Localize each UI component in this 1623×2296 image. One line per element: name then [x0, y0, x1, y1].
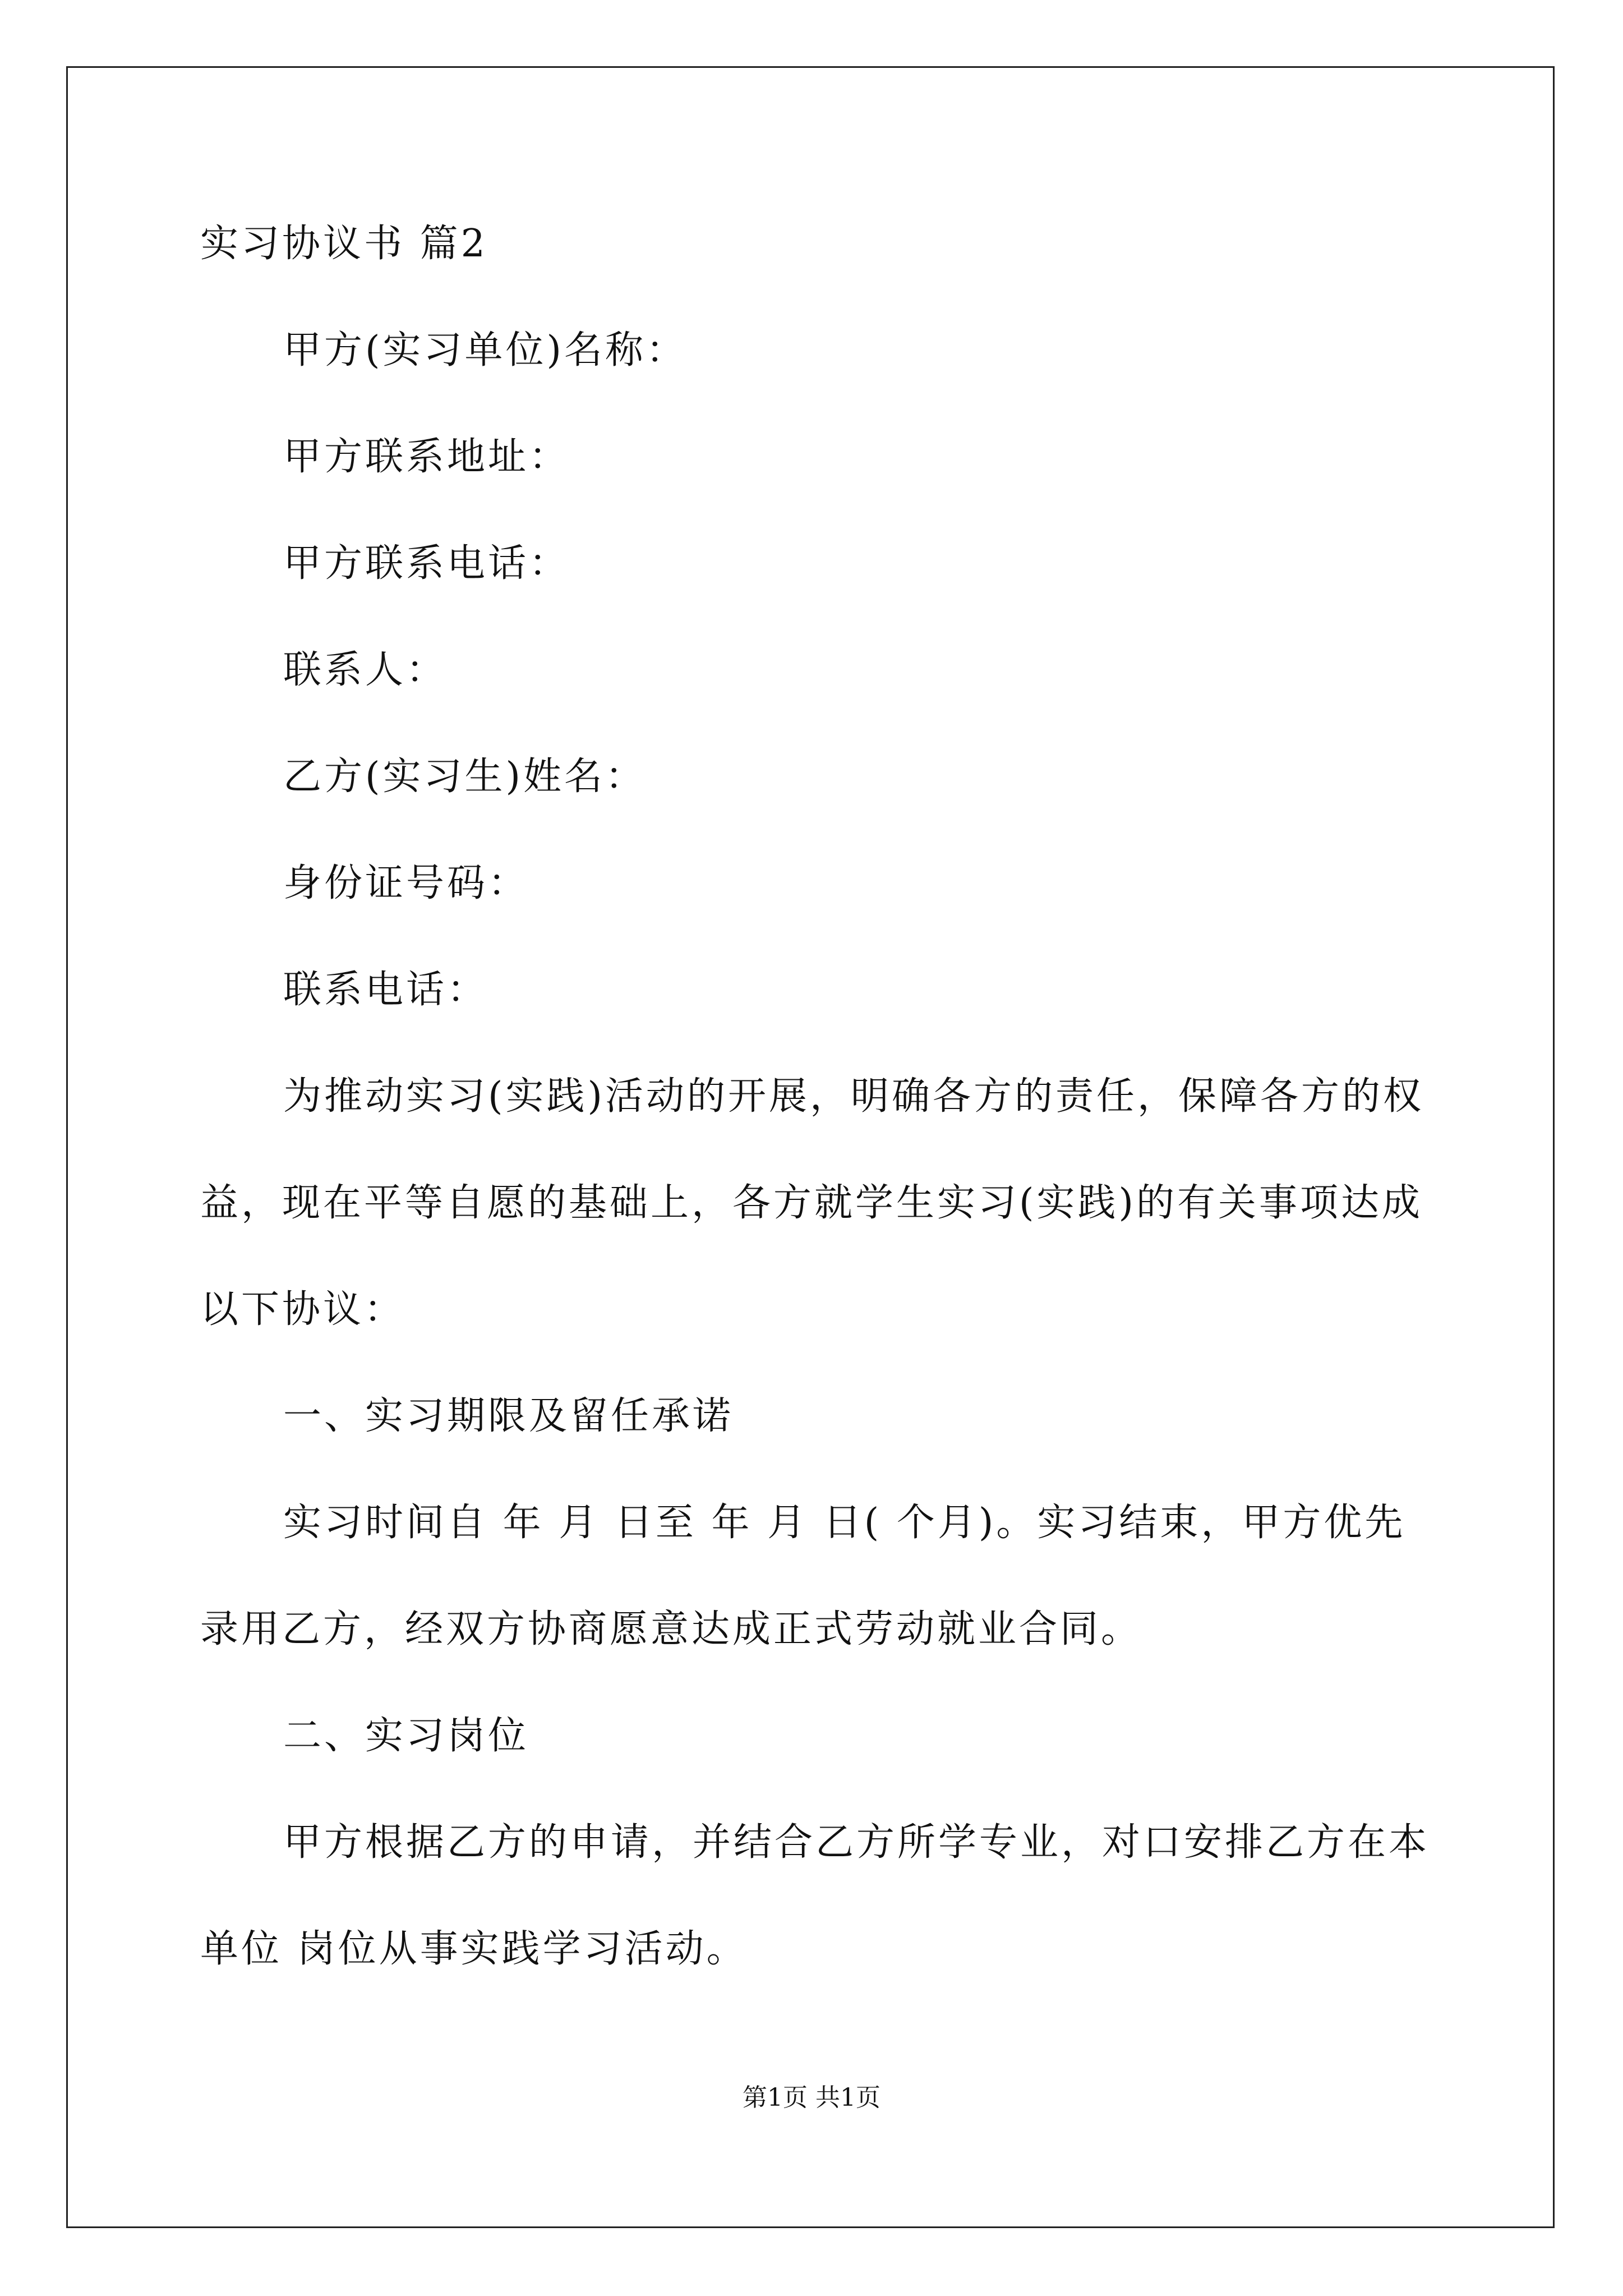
field-contact-person: 联系人：: [283, 648, 448, 692]
section-position-line: 单位 岗位从事实践学习活动。: [200, 1927, 748, 1971]
page-border: [66, 66, 1555, 2228]
intro-paragraph-line: 以下协议：: [200, 1287, 405, 1332]
field-party-a-phone: 甲方联系电话：: [283, 541, 570, 586]
intro-paragraph-line: 为推动实习(实践)活动的开展，明确各方的责任，保障各方的权: [283, 1074, 1424, 1119]
field-party-a-name: 甲方(实习单位)名称：: [283, 328, 688, 372]
field-party-b-name: 乙方(实习生)姓名：: [283, 754, 647, 799]
field-id-number: 身份证号码：: [283, 861, 529, 905]
section-term-line: 实习时间自 年 月 日至 年 月 日( 个月)。实习结束，甲方优先: [283, 1501, 1406, 1545]
field-contact-phone: 联系电话：: [283, 968, 488, 1012]
section-heading-position: 二、实习岗位: [283, 1714, 529, 1758]
document-title: 实习协议书 篇2: [200, 222, 488, 266]
page-number-footer: 第1页 共1页: [743, 2083, 880, 2112]
field-party-a-address: 甲方联系地址：: [283, 435, 570, 479]
intro-paragraph-line: 益，现在平等自愿的基础上，各方就学生实习(实践)的有关事项达成: [200, 1181, 1423, 1225]
section-position-line: 甲方根据乙方的申请，并结合乙方所学专业，对口安排乙方在本: [283, 1820, 1430, 1865]
section-heading-term: 一、实习期限及留任承诺: [283, 1394, 734, 1438]
section-term-line: 录用乙方，经双方协商愿意达成正式劳动就业合同。: [200, 1607, 1142, 1651]
